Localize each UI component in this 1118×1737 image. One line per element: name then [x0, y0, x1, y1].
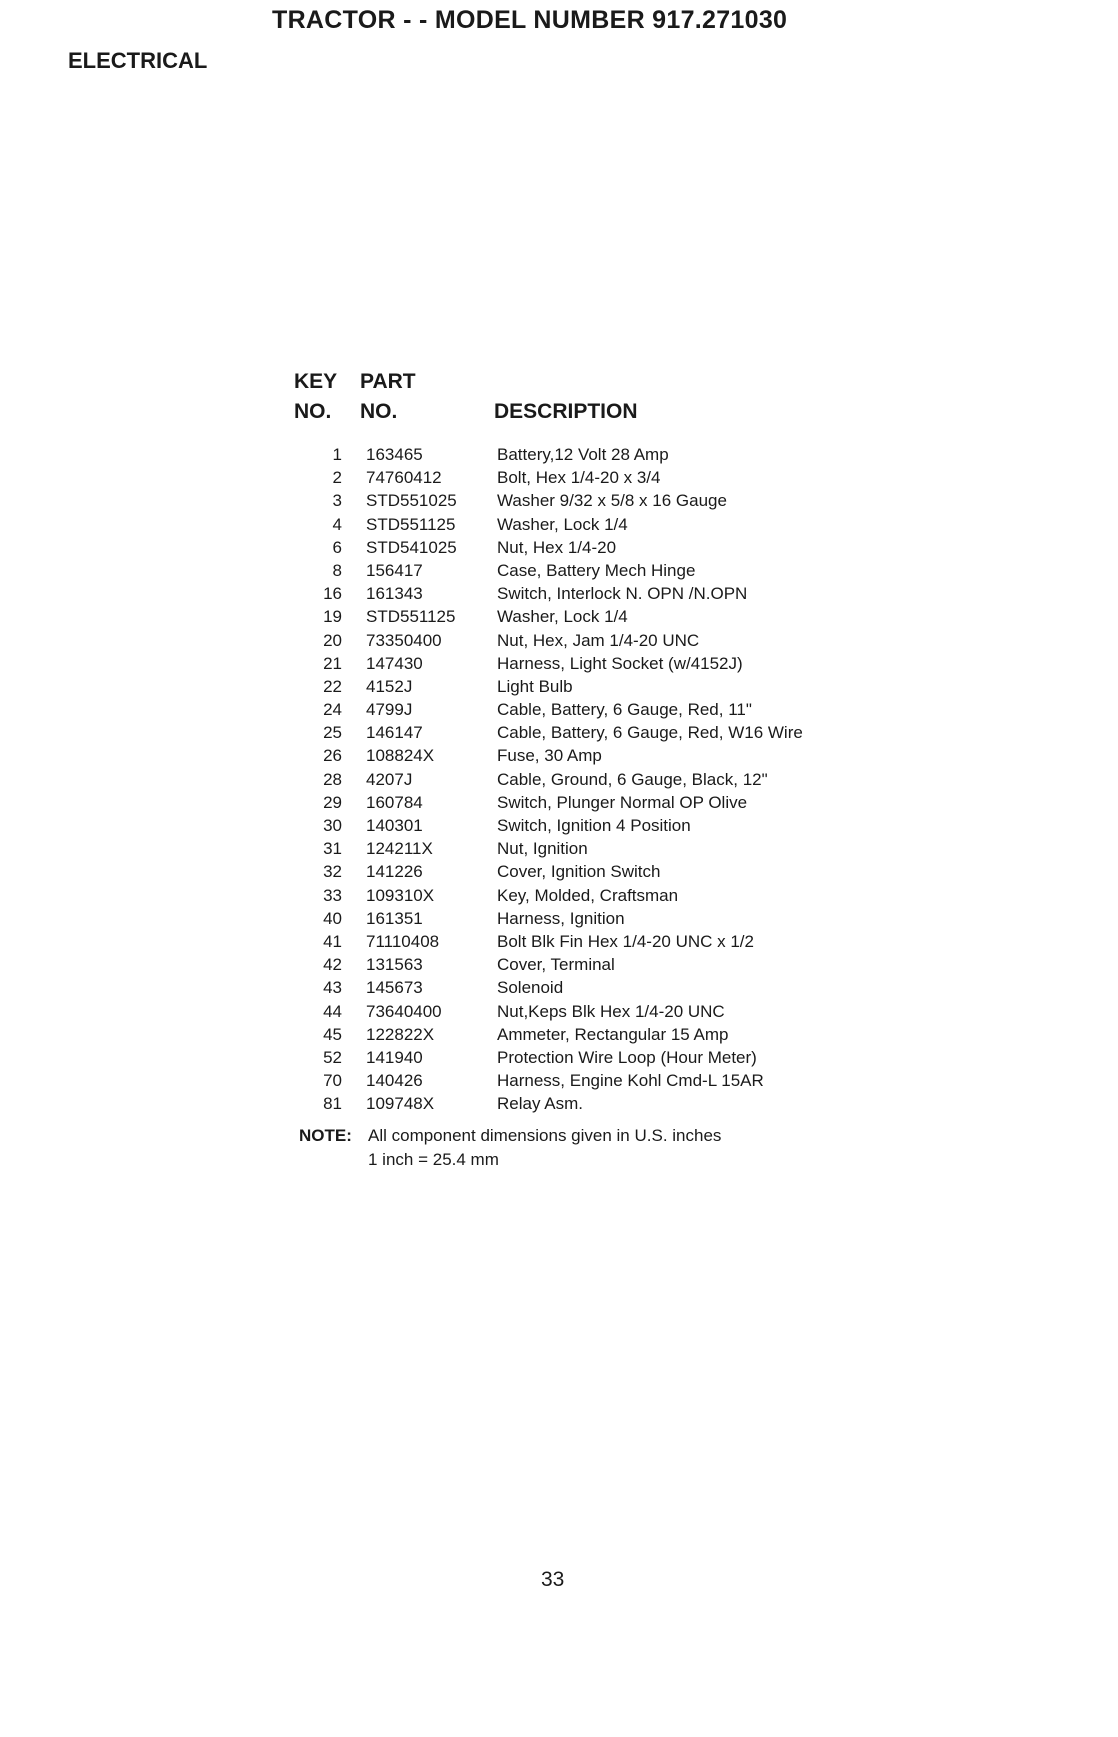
part-description: Switch, Ignition 4 Position [497, 816, 691, 835]
part-number: 73640400 [366, 1001, 442, 1021]
table-row [0, 884, 1118, 907]
table-row [0, 605, 1118, 628]
key-number: 24 [323, 700, 342, 720]
part-description: Bolt Blk Fin Hex 1/4-20 UNC x 1/2 [497, 931, 754, 951]
key-number: 21 [323, 653, 342, 673]
key-number: 19 [323, 607, 342, 627]
table-row [0, 582, 1118, 605]
key-number: 81 [323, 1094, 342, 1114]
key-number: 40 [323, 908, 342, 928]
key-number: 1 [332, 445, 342, 464]
table-row [0, 1092, 1118, 1115]
part-number: 73350400 [366, 630, 442, 650]
part-number: 74760412 [366, 468, 442, 488]
part-number: STD551125 [366, 514, 456, 534]
part-description: Switch, Plunger Normal OP Olive [497, 792, 748, 812]
part-number: 4207J [366, 769, 413, 789]
part-description: Nut, Hex, Jam 1/4-20 UNC [497, 630, 700, 650]
key-number: 20 [323, 630, 342, 650]
part-column-header: PART [360, 370, 416, 393]
key-number: 42 [323, 955, 342, 975]
part-number: 124211X [366, 839, 433, 859]
part-description: Nut, Ignition [497, 839, 588, 859]
part-number: 4799J [366, 700, 413, 720]
part-number: 141940 [366, 1047, 423, 1067]
part-description: Switch, Interlock N. OPN /N.OPN [497, 584, 748, 604]
part-number: 156417 [366, 560, 423, 580]
part-number: 140426 [366, 1071, 423, 1091]
part-number: 145673 [366, 978, 423, 998]
note-text: All component dimensions given in U.S. inches [368, 1126, 722, 1145]
part-number: 71110408 [366, 931, 440, 951]
table-row [0, 1023, 1118, 1046]
part-column-header-no: NO. [360, 400, 398, 423]
page-title: TRACTOR - - MODEL NUMBER 917.271030 [272, 6, 788, 34]
part-description: Fuse, 30 Amp [497, 746, 602, 766]
table-row [0, 837, 1118, 860]
key-number: 44 [323, 1001, 342, 1021]
table-row [0, 721, 1118, 744]
key-number: 16 [323, 584, 342, 604]
part-description: Harness, Light Socket (w/4152J) [497, 653, 743, 673]
section-title: ELECTRICAL [68, 48, 208, 73]
key-number: 45 [323, 1024, 342, 1044]
part-number: 109310X [366, 885, 435, 905]
part-description: Cover, Ignition Switch [497, 862, 661, 882]
key-number: 4 [332, 514, 342, 534]
part-description: Nut,Keps Blk Hex 1/4-20 UNC [497, 1001, 725, 1021]
part-description: Solenoid [497, 978, 564, 998]
part-description: Cover, Terminal [497, 955, 615, 975]
key-number: 43 [323, 978, 342, 998]
part-description: Washer, Lock 1/4 [497, 607, 628, 627]
key-number: 22 [323, 676, 342, 696]
part-number: STD551025 [366, 491, 457, 511]
table-row [0, 1069, 1118, 1092]
part-number: 160784 [366, 792, 423, 812]
part-number: 161351 [366, 908, 423, 928]
table-row [0, 930, 1118, 953]
parts-list [0, 443, 1118, 1115]
key-number: 33 [323, 885, 342, 905]
table-row [0, 953, 1118, 976]
part-description: Protection Wire Loop (Hour Meter) [497, 1047, 757, 1067]
key-number: 25 [323, 723, 342, 743]
table-row [0, 443, 1118, 466]
part-description: Washer, Lock 1/4 [497, 514, 628, 534]
key-number: 8 [332, 560, 342, 580]
part-description: Relay Asm. [497, 1094, 583, 1114]
key-number: 26 [323, 746, 342, 766]
table-row [0, 791, 1118, 814]
part-description: Cable, Battery, 6 Gauge, Red, 11" [497, 700, 752, 720]
description-column-header: DESCRIPTION [494, 400, 638, 423]
part-number: 122822X [366, 1024, 435, 1044]
key-number: 28 [323, 769, 342, 789]
part-description: Harness, Engine Kohl Cmd-L 15AR [497, 1071, 764, 1091]
part-description: Nut, Hex 1/4-20 [497, 537, 617, 557]
note-label: NOTE: [299, 1126, 352, 1145]
part-description: Washer 9/32 x 5/8 x 16 Gauge [497, 491, 727, 511]
table-row [0, 466, 1118, 489]
table-row [0, 675, 1118, 698]
part-number: STD541025 [366, 537, 457, 557]
page-number: 33 [541, 1568, 565, 1591]
key-column-header: KEY [294, 370, 338, 393]
table-row [0, 629, 1118, 652]
table-row [0, 1000, 1118, 1023]
part-number: 4152J [366, 676, 413, 696]
table-row [0, 976, 1118, 999]
part-number: STD551125 [366, 607, 456, 627]
table-row [0, 744, 1118, 767]
part-description: Battery,12 Volt 28 Amp [497, 445, 669, 464]
key-column-header-no: NO. [294, 400, 332, 423]
part-number: 131563 [366, 955, 423, 975]
table-row [0, 1046, 1118, 1069]
key-number: 29 [323, 792, 342, 812]
part-description: Cable, Ground, 6 Gauge, Black, 12" [497, 769, 768, 789]
key-number: 31 [323, 839, 342, 859]
part-description: Case, Battery Mech Hinge [497, 560, 696, 580]
part-description: Key, Molded, Craftsman [497, 885, 679, 905]
table-row [0, 860, 1118, 883]
part-description: Harness, Ignition [497, 908, 625, 928]
key-number: 3 [332, 491, 342, 511]
table-row [0, 489, 1118, 512]
table-row [0, 698, 1118, 721]
part-description: Light Bulb [497, 676, 573, 696]
part-number: 141226 [366, 862, 423, 882]
key-number: 70 [323, 1071, 342, 1091]
table-row [0, 814, 1118, 837]
part-number: 147430 [366, 653, 423, 673]
table-row [0, 513, 1118, 536]
part-description: Bolt, Hex 1/4-20 x 3/4 [497, 468, 661, 488]
key-number: 6 [332, 537, 342, 557]
table-row [0, 559, 1118, 582]
part-number: 140301 [366, 816, 423, 835]
part-number: 109748X [366, 1094, 435, 1114]
part-description: Ammeter, Rectangular 15 Amp [497, 1024, 729, 1044]
key-number: 41 [323, 931, 342, 951]
part-number: 146147 [366, 723, 423, 743]
part-description: Cable, Battery, 6 Gauge, Red, W16 Wire [497, 723, 803, 743]
key-number: 32 [323, 862, 342, 882]
key-number: 30 [323, 816, 342, 835]
part-number: 163465 [366, 445, 423, 464]
table-row [0, 652, 1118, 675]
part-number: 161343 [366, 584, 423, 604]
note-conversion: 1 inch = 25.4 mm [368, 1150, 499, 1169]
table-row [0, 907, 1118, 930]
key-number: 52 [323, 1047, 342, 1067]
key-number: 2 [332, 468, 342, 488]
table-row [0, 536, 1118, 559]
part-number: 108824X [366, 746, 435, 766]
table-row [0, 768, 1118, 791]
